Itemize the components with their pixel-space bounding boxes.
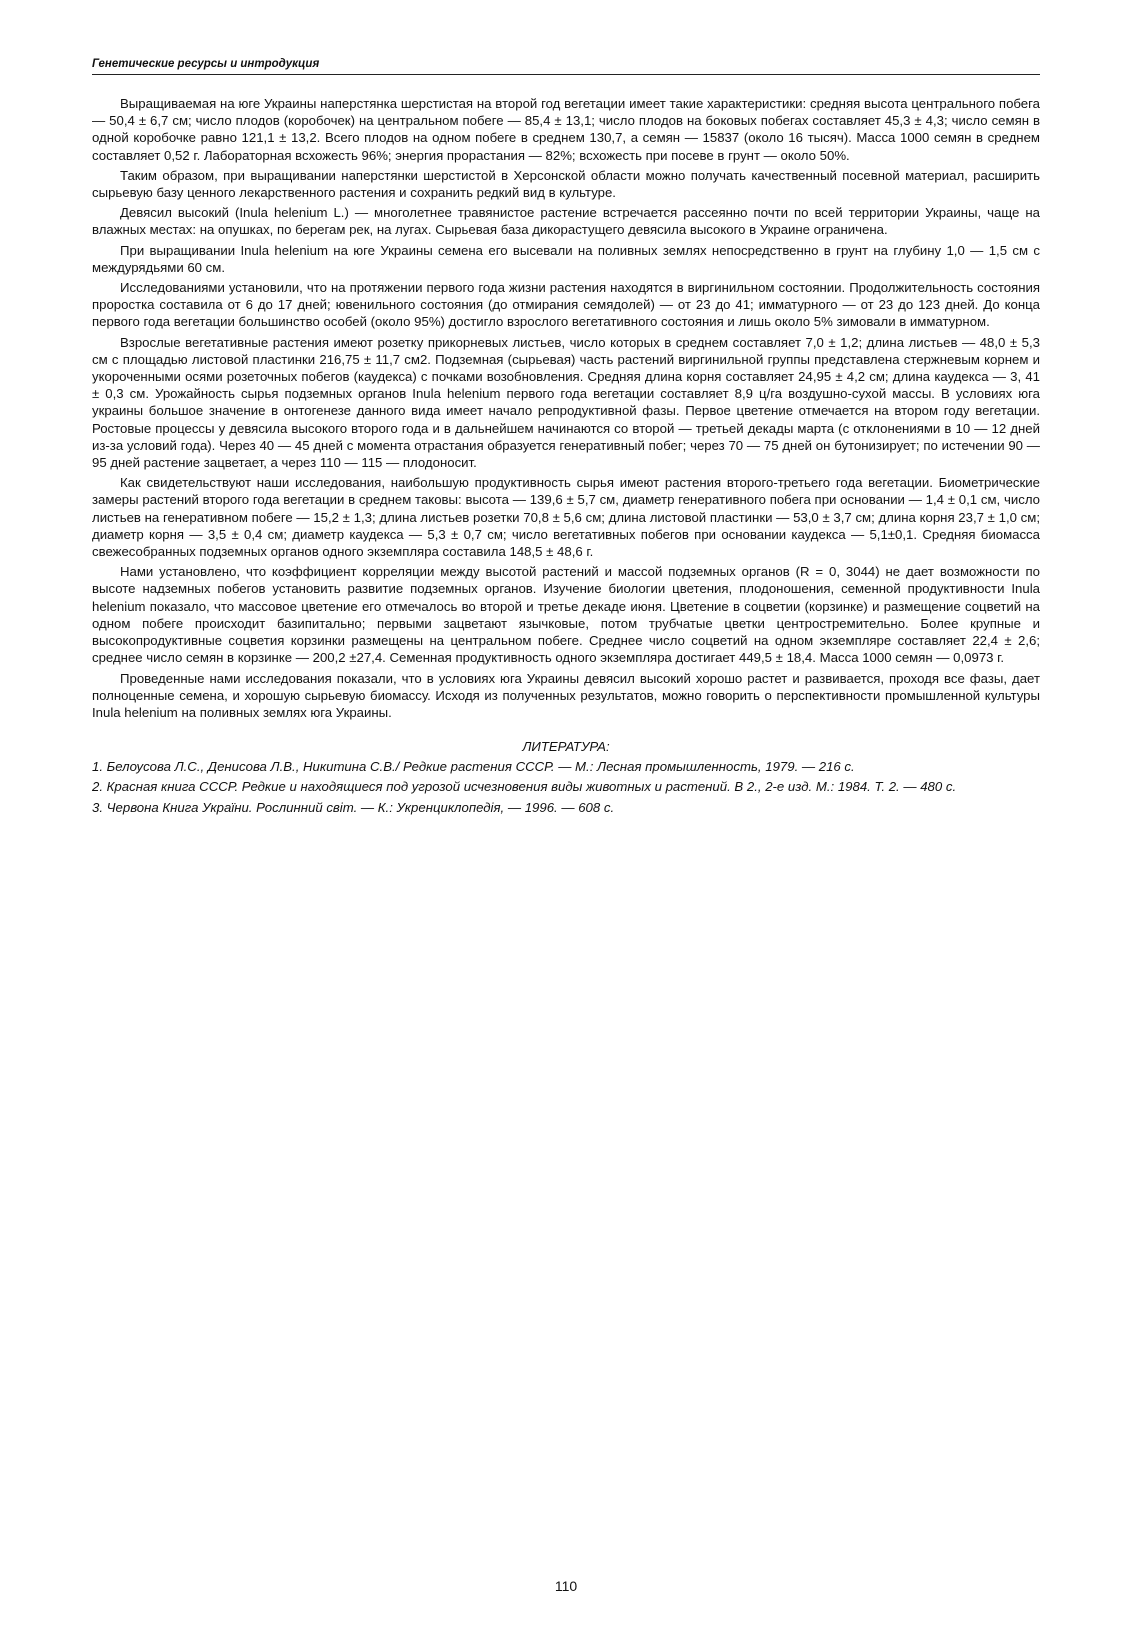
literature-item: 2. Красная книга СССР. Редкие и находящиеся под угрозой исчезновения виды животных и растений. В 2., 2-е изд. М.: 1984. Т. 2. — 480 с. — [92, 779, 957, 795]
paragraph: Проведенные нами исследования показали, что в условиях юга Украины девясил высокий хорошо растет и развивается, проходя все фазы, дает полноценные семена, и хорошую сырьевую биомассу. Исходя из полученных результатов, можно говорить о перспективности промышленной культуры Inula helenium на поливных землях юга Украины. — [92, 670, 1040, 720]
paragraph: Нами установлено, что коэффициент корреляции между высотой растений и массой подземных органов (R = 0, 3044) не дает возможности по высоте надземных побегов установить развитие подземных органов. Изучение биологии цветения, плодоношения, семенной продуктивности Inula helenium показало, что массовое цветение его отмечалось во второй и третье декаде июня. Цветение в соцветии (корзинке) и размещение соцветий на одном побеге происходит базипитально; первыми зацветают язычковые, потом трубчатые цветки центростремительно. Более крупные и высокопродуктивные соцветия корзинки размещены на центральном побеге. Среднее число соцветий на одном экземпляре составляет 22,4 ± 2,6; среднее число семян в корзинке — 200,2 ±27,4. Семенная продуктивность одного экземпляра достигает 449,5 ± 18,4. Масса 1000 семян — 0,0973 г. — [92, 564, 1040, 666]
paragraph: Как свидетельствуют наши исследования, наибольшую продуктивность сырья имеют растения второго-третьего года вегетации. Биометрические замеры растений второго года вегетации в среднем таковы: высота — 139,6 ± 5,7 см, диаметр генеративного побега при основании — 1,4 ± 0,1 см, число листьев на генеративном побеге — 15,2 ± 1,3; длина листьев розетки 70,8 ± 5,6 см; длина листовой пластинки — 53,0 ± 3,7 см; длина корня 23,7 ± 1,0 см; диаметр корня — 3,5 ± 0,4 см; диаметр каудекса — 5,3 ± 0,7 см; число вегетативных побегов при основании каудекса — 5,1±0,1. Средняя биомасса свежесобранных подземных органов одного экземпляра составила 148,5 ± 48,6 г. — [92, 475, 1040, 560]
paragraph: Выращиваемая на юге Украины наперстянка шерстистая на второй год вегетации имеет такие характеристики: средняя высота центрального побега — 50,4 ± 6,7 см; число плодов (коробочек) на центральном побеге — 85,4 ± 13,1; число плодов на боковых побегах составляет 45,3 ± 4,3; число семян в одной коробочке равно 121,1 ± 13,2. Всего плодов на одном побеге в среднем 130,7, а семян — 15837 (около 16 тысяч). Масса 1000 семян в среднем составляет 0,52 г. Лабораторная всхожесть 96%; энергия прорастания — 82%; всхожесть при посеве в грунт — около 50%. — [92, 96, 1040, 163]
paragraph: При выращивании Inula helenium на юге Украины семена его высевали на поливных землях непосредственно в грунт на глубину 1,0 — 1,5 см с междурядьями 60 см. — [92, 242, 1040, 275]
paragraph: Девясил высокий (Inula helenium L.) — многолетнее травянистое растение встречается рассеянно почти по всей территории Украины, чаще на влажных местах: на опушках, по берегам рек, на лугах. Сырьевая база дикорастущего девясила высокого в Украине ограничена. — [92, 205, 1040, 238]
page — [92, 58, 1040, 1618]
literature-heading: ЛИТЕРАТУРА: — [522, 739, 610, 755]
paragraph: Исследованиями установили, что на протяжении первого года жизни растения находятся в виргинильном состоянии. Продолжительность состояния проростка составила от 6 до 17 дней; ювенильного состояния (до отмирания семядолей) — от 23 до 41; имматурного — от 23 до 123 дней. До конца первого года вегетации большинство особей (около 95%) достигло взрослого вегетативного состояния и лишь около 5% зимовали в имматурном. — [92, 280, 1040, 330]
literature-item: 1. Белоусова Л.С., Денисова Л.В., Никитина С.В./ Редкие растения СССР. — М.: Лесная промышленность, 1979. — 216 с. — [92, 759, 855, 775]
paragraph: Таким образом, при выращивании наперстянки шерстистой в Херсонской области можно получать качественный посевной материал, расширить сырьевую базу ценного лекарственного растения и сохранить редкий вид в культуре. — [92, 167, 1040, 201]
paragraph: Взрослые вегетативные растения имеют розетку прикорневых листьев, число которых в среднем составляет 7,0 ± 1,2; длина листьев — 48,0 ± 5,3 см с площадью листовой пластинки 216,75 ± 11,7 см2. Подземная (сырьевая) часть растений виргинильной группы представлена стержневым корнем и укороченными осями розеточных побегов (каудекса) с почками возобновления. Средняя длина корня составляет 24,95 ± 4,2 см; длина каудекса — 3, 41 ± 0,3 см. Урожайность сырья подземных органов Inula helenium первого года вегетации составляет 8,9 ц/га воздушно-сухой массы. В условиях юга украины большое значение в онтогенезе данного вида имеет начало репродуктивной фазы. Первое цветение отмечается на втором году вегетации. Ростовые процессы у девясила высокого второго года и в дальнейшем начинаются со второй — третьей декады марта (с отклонениями в 10 — 12 дней из-за условий года). Через 40 — 45 дней с момента отрастания образуется генеративный побег; через 70 — 75 дней он бутонизирует; по истечении 90 — 95 дней растение зацветает, а через 110 — 115 — плодоносит. — [92, 334, 1040, 471]
running-head: Генетические ресурсы и интродукция — [92, 58, 1040, 75]
literature-item: 3. Червона Книга України. Рослинний світ. — К.: Укренциклопедія, — 1996. — 608 с. — [92, 799, 615, 815]
page-number: 110 — [554, 1578, 578, 1594]
literature-list — [92, 758, 1040, 816]
article-body — [92, 95, 1040, 721]
